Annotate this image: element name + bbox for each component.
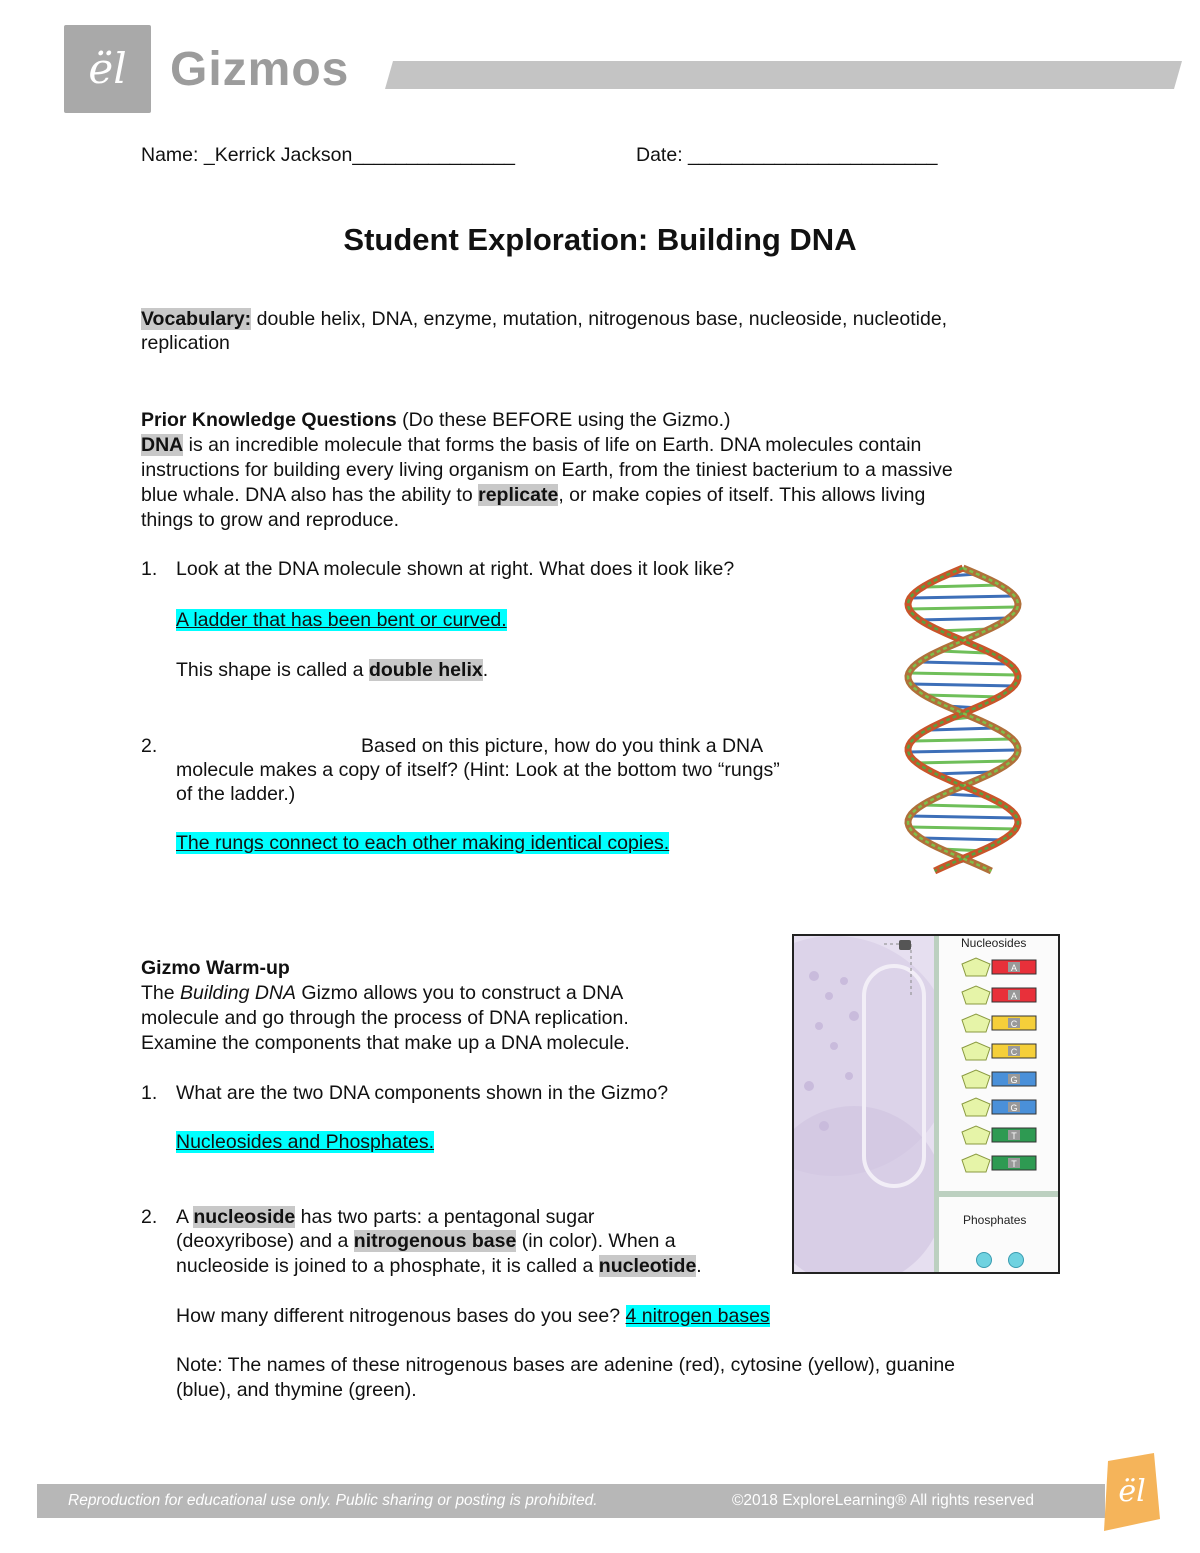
nucleoside-item[interactable] [962,1126,1036,1144]
gizmo-name: Building DNA [180,982,297,1004]
nucleosides-label: Nucleosides [961,936,1027,950]
w2-note-line-1: Note: The names of these nitrogenous bases are adenine (red), cytosine (yellow), guanine [176,1354,956,1376]
w2-text: nucleoside is joined to a phosphate, it is called a [176,1255,599,1277]
w2-question-text: How many different nitrogenous bases do you see? [176,1305,626,1327]
explorelearning-logo [1098,1453,1160,1531]
prior-text: , or make copies of itself. This allows living [558,484,926,506]
term-nucleotide: nucleotide [598,1255,697,1277]
prior-heading-line [141,408,731,433]
warmup-text: Gizmo allows you to construct a DNA [296,982,624,1004]
w2-text: (in color). When a [516,1230,676,1252]
camera-icon [899,940,911,950]
w1-answer-text: Nucleosides and Phosphates. [176,1131,435,1153]
prior-heading-note: (Do these BEFORE using the Gizmo.) [396,409,731,431]
term-double-helix: double helix [368,659,483,681]
footer-copyright: ©2018 ExploreLearning® All rights reserved [732,1492,1035,1509]
w2-number: 2. [141,1206,158,1228]
w1-text: What are the two DNA components shown in the Gizmo? [176,1082,669,1104]
name-line: Name: _Kerrick Jackson_______________ [141,144,515,166]
base-letter: C [1010,1019,1018,1029]
vocabulary-label: Vocabulary: [141,308,252,330]
nucleoside-item[interactable] [962,1042,1036,1060]
prior-text: blue whale. DNA also has the ability to [141,484,479,506]
warmup-line-3: Examine the components that make up a DNA molecule. [141,1032,630,1054]
nucleoside-item[interactable] [962,1098,1036,1116]
warmup-text: The [141,982,181,1004]
gizmo-screenshot [792,934,1060,1274]
warmup-line-2: molecule and go through the process of DNA replication. [141,1007,629,1029]
prior-heading: Prior Knowledge Questions [141,409,397,431]
prior-paragraph-line-1 [141,433,921,458]
q2-number: 2. [141,735,158,757]
term-nitrogenous-base: nitrogenous base [353,1230,517,1252]
logo-glyph: ël [88,44,127,93]
w2-text: has two parts: a pentagonal sugar [295,1206,595,1228]
base-letter: T [1011,1131,1017,1141]
warmup-line-1 [141,981,623,1006]
w1-answer [176,1130,434,1155]
page-title: Student Exploration: Building DNA [343,222,857,257]
base-letter: G [1010,1103,1018,1113]
q2-line-1: Based on this picture, how do you think a DNA [361,735,764,757]
prior-text: is an incredible molecule that forms the basis of life on Earth. DNA molecules contain [183,434,922,456]
q2-line-2: molecule makes a copy of itself? (Hint: Look at the bottom two “rungs” [176,759,780,781]
warmup-heading: Gizmo Warm-up [141,957,290,979]
vocabulary-line [141,307,947,332]
date-line: Date: _______________________ [636,144,938,166]
q1-text: Look at the DNA molecule shown at right. What does it look like? [176,558,735,580]
gizmos-logo [64,25,151,113]
phosphate-icon[interactable] [1008,1252,1024,1268]
svg-text:ël: ël [1118,1474,1146,1509]
dna-double-helix-image [888,558,1048,883]
w2-line-1 [176,1205,594,1230]
q1-shape-text: This shape is called a [176,659,369,681]
q1-number: 1. [141,558,158,580]
base-letter: A [1010,963,1018,973]
w2-line-3 [176,1254,702,1279]
q1-answer-text: A ladder that has been bent or curved. [176,609,507,631]
w2-text: (deoxyribose) and a [176,1230,354,1252]
w2-question [176,1304,770,1329]
term-replicate: replicate [478,484,559,506]
base-letter: G [1010,1075,1018,1085]
w2-text: A [176,1206,194,1228]
w2-line-2 [176,1229,676,1254]
base-letter: A [1010,991,1018,1001]
prior-paragraph-line-2: instructions for building every living organism on Earth, from the tiniest bacterium to a massive [141,459,953,481]
footer-notice: Reproduction for educational use only. Public sharing or posting is prohibited. [68,1492,598,1509]
vocabulary-terms: double helix, DNA, enzyme, mutation, nitrogenous base, nucleoside, nucleotide, [251,308,948,330]
phosphate-icon[interactable] [976,1252,992,1268]
w2-note-line-2: (blue), and thymine (green). [176,1379,417,1401]
brand-name: Gizmos [170,43,350,96]
nucleoside-item[interactable] [962,1154,1036,1172]
term-dna: DNA [141,434,184,456]
phosphates-label: Phosphates [963,1213,1027,1227]
nucleoside-item[interactable] [962,986,1036,1004]
term-nucleoside: nucleoside [193,1206,296,1228]
q1-shape-line [176,658,488,683]
nucleoside-item[interactable] [962,1014,1036,1032]
w2-text: . [696,1255,702,1277]
base-letter: T [1011,1159,1017,1169]
base-letter: C [1010,1047,1018,1057]
prior-paragraph-line-4: things to grow and reproduce. [141,509,399,531]
prior-paragraph-line-3 [141,483,925,508]
nucleoside-item[interactable] [962,1070,1036,1088]
w2-answer-text: 4 nitrogen bases [625,1305,770,1327]
w1-number: 1. [141,1082,158,1104]
q2-line-3: of the ladder.) [176,783,296,805]
vocabulary-line-2: replication [141,332,230,354]
q2-answer-text: The rungs connect to each other making identical copies. [176,832,670,854]
nucleoside-item[interactable] [962,958,1036,976]
q2-answer [176,831,669,856]
q1-shape-text: . [482,659,489,681]
header-bar [385,61,1182,89]
q1-answer [176,608,507,633]
